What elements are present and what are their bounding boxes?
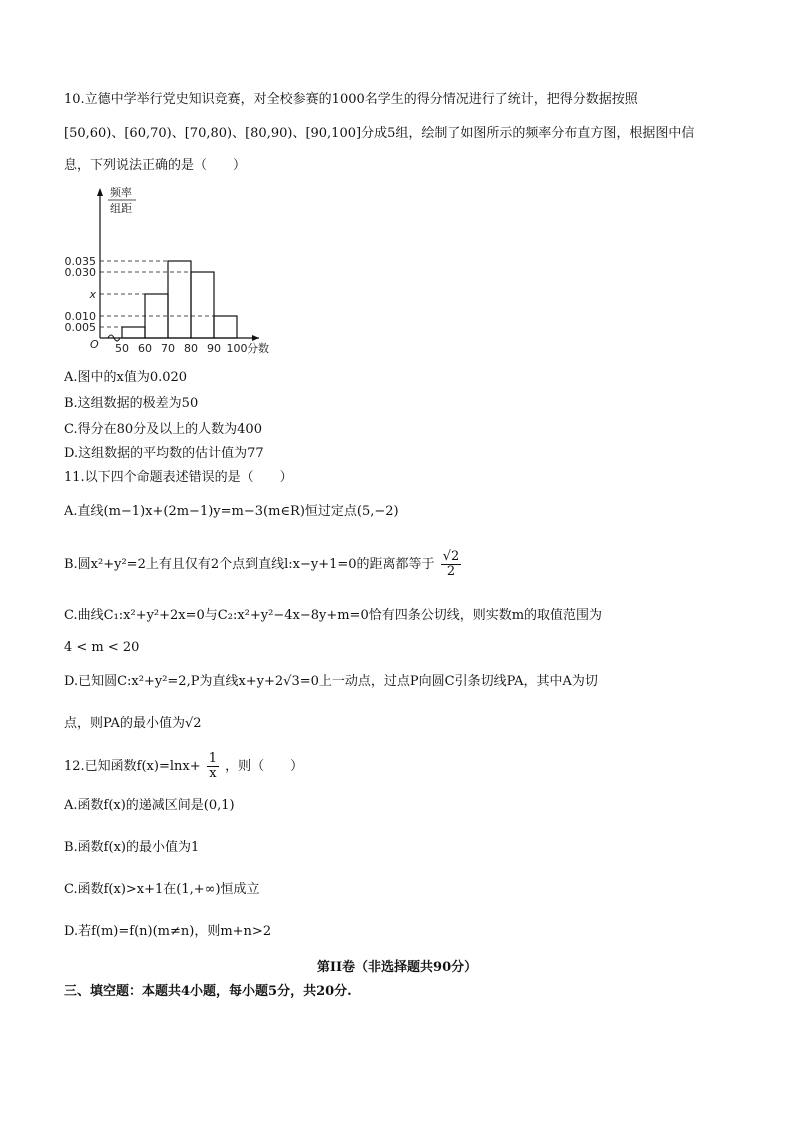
fraction-denominator: x <box>209 766 217 781</box>
histogram-bar <box>214 316 237 338</box>
q12-option-b: B.函数f(x)的最小值为1 <box>64 840 200 855</box>
q10-option-d: D.这组数据的平均数的估计值为77 <box>64 446 264 461</box>
q11-option-a: A.直线(m−1)x+(2m−1)y=m−3(m∈R)恒过定点(5,−2) <box>64 504 399 519</box>
y-axis-label-bottom: 组距 <box>110 202 132 215</box>
q12-stem-fraction <box>207 752 219 781</box>
y-axis-arrow <box>97 188 103 196</box>
q12-stem-tail: ，则（ ） <box>225 759 304 774</box>
y-tick-label: x <box>89 288 96 301</box>
q10-line-3: 息，下列说法正确的是（ ） <box>64 158 247 173</box>
x-tick-label: 60 <box>138 342 152 355</box>
q12-option-d: D.若f(m)=f(n)(m≠n)，则m+n>2 <box>64 924 272 939</box>
q12-option-c: C.函数f(x)>x+1在(1,+∞)恒成立 <box>64 882 260 897</box>
fraction-numerator: 1 <box>208 751 218 766</box>
y-axis-label-top: 频率 <box>110 186 132 199</box>
x-tick-label: 50 <box>115 342 129 355</box>
q11-option-b-fraction <box>441 550 462 579</box>
x-axis-label: 分数 <box>247 342 269 355</box>
x-tick-label: 80 <box>184 342 198 355</box>
q12-option-a: A.函数f(x)的递减区间是(0,1) <box>64 798 235 813</box>
q11-option-c-line-1: C.曲线C₁:x²+y²+2x=0与C₂:x²+y²−4x−8y+m=0恰有四条公切线，则实数m的取值范围为 <box>64 608 603 623</box>
x-axis-arrow <box>252 335 259 341</box>
q12-stem <box>64 752 303 781</box>
histogram-bar <box>168 261 191 338</box>
q11-stem: 11.以下四个命题表述错误的是（ ） <box>64 470 293 485</box>
origin-label: O <box>90 338 99 351</box>
y-tick-label: 0.010 <box>64 310 96 323</box>
q10-option-a: A.图中的x值为0.020 <box>64 370 188 385</box>
q10-option-b: B.这组数据的极差为50 <box>64 396 199 411</box>
q10-line-1: 10.立德中学举行党史知识竞赛，对全校参赛的1000名学生的得分情况进行了统计，把得分数据按照 <box>64 92 638 107</box>
q10-line-2: [50,60)、[60,70)、[70,80)、[80,90)、[90,100]分成5组，绘制了如图所示的频率分布直方图，根据图中信 <box>64 126 695 141</box>
x-tick-label: 70 <box>161 342 175 355</box>
y-tick-label: 0.030 <box>64 266 96 279</box>
q12-stem-text: 12.已知函数f(x)=lnx+ <box>64 759 201 774</box>
q11-option-d-line-2: 点，则PA的最小值为√2 <box>64 716 202 731</box>
histogram-bar <box>122 327 145 338</box>
y-tick-label: 0.035 <box>64 255 96 268</box>
y-tick-label: 0.005 <box>64 321 96 334</box>
q11-option-c-line-2: 4 < m < 20 <box>64 640 140 655</box>
x-tick-label: 90 <box>207 342 221 355</box>
q11-option-b-text: B.圆x²+y²=2上有且仅有2个点到直线l:x−y+1=0的距离都等于 <box>64 557 435 572</box>
section-part-3-heading: 三、填空题：本题共4小题，每小题5分，共20分. <box>64 984 352 999</box>
q10-option-c: C.得分在80分及以上的人数为400 <box>64 422 262 437</box>
section-title: 第II卷（非选择题共90分） <box>316 960 478 975</box>
x-tick-label: 100 <box>226 342 248 355</box>
q11-option-d-line-1: D.已知圆C:x²+y²=2,P为直线x+y+2√3=0上一动点，过点P向圆C引条切线PA，其中A为切 <box>64 674 598 689</box>
frequency-histogram <box>60 182 300 362</box>
q11-option-b <box>64 550 463 579</box>
fraction-numerator: √2 <box>442 549 460 564</box>
histogram-bar <box>191 272 214 338</box>
fraction-denominator: 2 <box>446 564 456 579</box>
